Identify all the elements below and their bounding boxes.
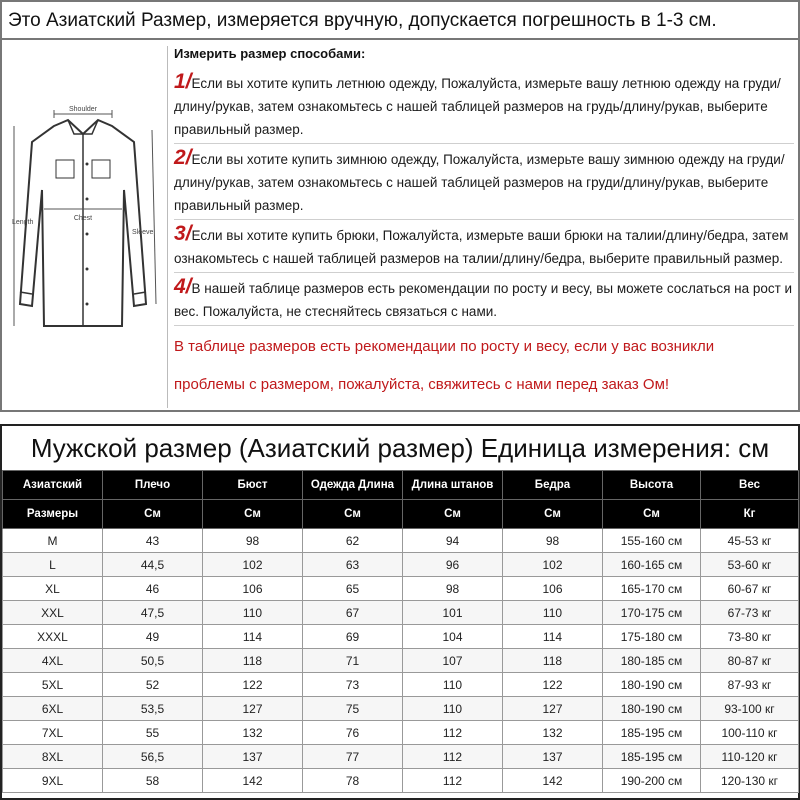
- step-text: Если вы хотите купить брюки, Пожалуйста, измерьте ваши брюки на талии/длину/бедра, затем ознакомьтесь с нашей таблицей размеров на талии/длину/бедра, выберите правильный размер.: [174, 228, 789, 266]
- table-cell: 45-53 кг: [701, 529, 799, 553]
- step-number: 3/: [174, 222, 192, 245]
- shoulder-label: Shoulder: [68, 106, 98, 113]
- table-cell: 110: [403, 673, 503, 697]
- size-table: [2, 470, 799, 793]
- step-1: [174, 70, 794, 141]
- asian-size-notice: Это Азиатский Размер, измеряется вручную, допускается погрешность в 1-3 см.: [2, 2, 798, 40]
- table-cell: 106: [203, 577, 303, 601]
- column-header: Длина штанов: [403, 471, 503, 500]
- step-number: 2/: [174, 146, 192, 169]
- column-header: Бюст: [203, 471, 303, 500]
- header-row-labels: [3, 471, 799, 500]
- step-text: Если вы хотите купить зимнюю одежду, Пожалуйста, измерьте вашу зимнюю одежду на груди/длину/рукав, затем ознакомьтесь с нашей таблицей размеров на груди/длину/рукав, выберите правильный размер.: [174, 152, 785, 213]
- table-cell: 80-87 кг: [701, 649, 799, 673]
- table-row: [3, 649, 799, 673]
- table-row: [3, 769, 799, 793]
- column-unit: Кг: [701, 500, 799, 529]
- table-row: [3, 601, 799, 625]
- table-cell: 118: [203, 649, 303, 673]
- table-cell: 53-60 кг: [701, 553, 799, 577]
- table-cell: 110: [203, 601, 303, 625]
- table-cell: 62: [303, 529, 403, 553]
- table-cell: 76: [303, 721, 403, 745]
- table-cell: 44,5: [103, 553, 203, 577]
- table-cell: 52: [103, 673, 203, 697]
- size-label-cell: 7XL: [3, 721, 103, 745]
- table-cell: 77: [303, 745, 403, 769]
- table-cell: 110: [403, 697, 503, 721]
- column-unit: См: [403, 500, 503, 529]
- table-cell: 104: [403, 625, 503, 649]
- table-cell: 87-93 кг: [701, 673, 799, 697]
- size-label-cell: 8XL: [3, 745, 103, 769]
- table-cell: 43: [103, 529, 203, 553]
- table-cell: 56,5: [103, 745, 203, 769]
- size-label-cell: 9XL: [3, 769, 103, 793]
- header-row-units: [3, 500, 799, 529]
- table-cell: 55: [103, 721, 203, 745]
- table-cell: 63: [303, 553, 403, 577]
- table-row: [3, 625, 799, 649]
- table-cell: 137: [203, 745, 303, 769]
- table-row: [3, 553, 799, 577]
- table-row: [3, 745, 799, 769]
- size-label-cell: 6XL: [3, 697, 103, 721]
- table-cell: 46: [103, 577, 203, 601]
- table-cell: 93-100 кг: [701, 697, 799, 721]
- table-cell: 118: [503, 649, 603, 673]
- table-cell: 67: [303, 601, 403, 625]
- table-cell: 112: [403, 745, 503, 769]
- sleeve-label: Sleeve: [132, 229, 154, 236]
- step-number: 4/: [174, 275, 192, 298]
- table-cell: 170-175 см: [603, 601, 701, 625]
- step-text: Если вы хотите купить летнюю одежду, Пожалуйста, измерьте вашу летнюю одежду на груди/длину/рукав, затем ознакомьтесь с нашей таблицей размеров на грудь/длину/рукав, выберите правильный размер.: [174, 76, 781, 137]
- table-row: [3, 697, 799, 721]
- table-cell: 190-200 см: [603, 769, 701, 793]
- length-label: Length: [12, 219, 34, 226]
- table-cell: 75: [303, 697, 403, 721]
- table-cell: 106: [503, 577, 603, 601]
- table-cell: 112: [403, 769, 503, 793]
- table-cell: 180-185 см: [603, 649, 701, 673]
- table-cell: 110-120 кг: [701, 745, 799, 769]
- table-cell: 122: [503, 673, 603, 697]
- table-cell: 110: [503, 601, 603, 625]
- column-unit: См: [103, 500, 203, 529]
- shirt-measurement-illustration: [8, 46, 168, 408]
- column-header: Бедра: [503, 471, 603, 500]
- table-row: [3, 577, 799, 601]
- table-cell: 160-165 см: [603, 553, 701, 577]
- column-header: Вес: [701, 471, 799, 500]
- table-cell: 122: [203, 673, 303, 697]
- size-table-body: [3, 529, 799, 793]
- step-text: В нашей таблице размеров есть рекомендации по росту и весу, вы можете сослаться на рост и вес. Пожалуйста, не стесняйтесь связаться с нами.: [174, 281, 793, 319]
- instructions-text: [174, 44, 794, 404]
- column-unit: См: [203, 500, 303, 529]
- chest-label: Chest: [73, 215, 93, 222]
- size-label-cell: XXXL: [3, 625, 103, 649]
- table-cell: 101: [403, 601, 503, 625]
- table-cell: 180-190 см: [603, 673, 701, 697]
- size-chart: [0, 424, 800, 800]
- table-cell: 102: [503, 553, 603, 577]
- table-cell: 114: [203, 625, 303, 649]
- table-cell: 180-190 см: [603, 697, 701, 721]
- table-cell: 142: [503, 769, 603, 793]
- table-cell: 100-110 кг: [701, 721, 799, 745]
- column-unit: Размеры: [3, 500, 103, 529]
- step-3: [174, 222, 794, 270]
- column-unit: См: [603, 500, 701, 529]
- size-label-cell: M: [3, 529, 103, 553]
- step-4: [174, 275, 794, 323]
- column-unit: См: [503, 500, 603, 529]
- table-cell: 137: [503, 745, 603, 769]
- step-number: 1/: [174, 70, 192, 93]
- size-label-cell: XL: [3, 577, 103, 601]
- table-cell: 69: [303, 625, 403, 649]
- table-cell: 94: [403, 529, 503, 553]
- table-row: [3, 673, 799, 697]
- column-header: Азиатский: [3, 471, 103, 500]
- table-cell: 73: [303, 673, 403, 697]
- table-cell: 78: [303, 769, 403, 793]
- table-cell: 132: [503, 721, 603, 745]
- table-cell: 98: [203, 529, 303, 553]
- column-header: Одежда Длина: [303, 471, 403, 500]
- size-help-note-line2: проблемы с размером, пожалуйста, свяжитесь с нами перед заказ Ом!: [174, 376, 670, 393]
- table-row: [3, 721, 799, 745]
- table-cell: 114: [503, 625, 603, 649]
- size-label-cell: XXL: [3, 601, 103, 625]
- size-label-cell: 5XL: [3, 673, 103, 697]
- table-cell: 67-73 кг: [701, 601, 799, 625]
- table-cell: 53,5: [103, 697, 203, 721]
- table-cell: 96: [403, 553, 503, 577]
- size-help-note-line1: В таблице размеров есть рекомендации по росту и весу, если у вас возникли: [174, 338, 715, 355]
- size-chart-title: Мужской размер (Азиатский размер) Единица измерения: см: [30, 433, 770, 463]
- shirt-diagram-icon: [8, 104, 158, 354]
- divider: [174, 272, 794, 273]
- size-label-cell: 4XL: [3, 649, 103, 673]
- table-cell: 107: [403, 649, 503, 673]
- table-cell: 175-180 см: [603, 625, 701, 649]
- table-cell: 155-160 см: [603, 529, 701, 553]
- table-cell: 142: [203, 769, 303, 793]
- table-cell: 65: [303, 577, 403, 601]
- step-2: [174, 146, 794, 217]
- table-cell: 132: [203, 721, 303, 745]
- column-header: Плечо: [103, 471, 203, 500]
- table-cell: 49: [103, 625, 203, 649]
- table-cell: 60-67 кг: [701, 577, 799, 601]
- table-cell: 73-80 кг: [701, 625, 799, 649]
- table-cell: 50,5: [103, 649, 203, 673]
- table-cell: 102: [203, 553, 303, 577]
- table-cell: 112: [403, 721, 503, 745]
- instructions-body: [2, 40, 798, 410]
- table-cell: 98: [403, 577, 503, 601]
- divider: [174, 143, 794, 144]
- table-cell: 127: [203, 697, 303, 721]
- column-unit: См: [303, 500, 403, 529]
- table-row: [3, 529, 799, 553]
- table-cell: 165-170 см: [603, 577, 701, 601]
- table-cell: 58: [103, 769, 203, 793]
- table-cell: 127: [503, 697, 603, 721]
- table-cell: 120-130 кг: [701, 769, 799, 793]
- table-cell: 185-195 см: [603, 721, 701, 745]
- table-cell: 47,5: [103, 601, 203, 625]
- instructions-heading: Измерить размер способами:: [174, 46, 366, 61]
- table-cell: 185-195 см: [603, 745, 701, 769]
- column-header: Высота: [603, 471, 701, 500]
- divider: [174, 325, 794, 326]
- divider: [174, 219, 794, 220]
- table-cell: 98: [503, 529, 603, 553]
- size-label-cell: L: [3, 553, 103, 577]
- table-cell: 71: [303, 649, 403, 673]
